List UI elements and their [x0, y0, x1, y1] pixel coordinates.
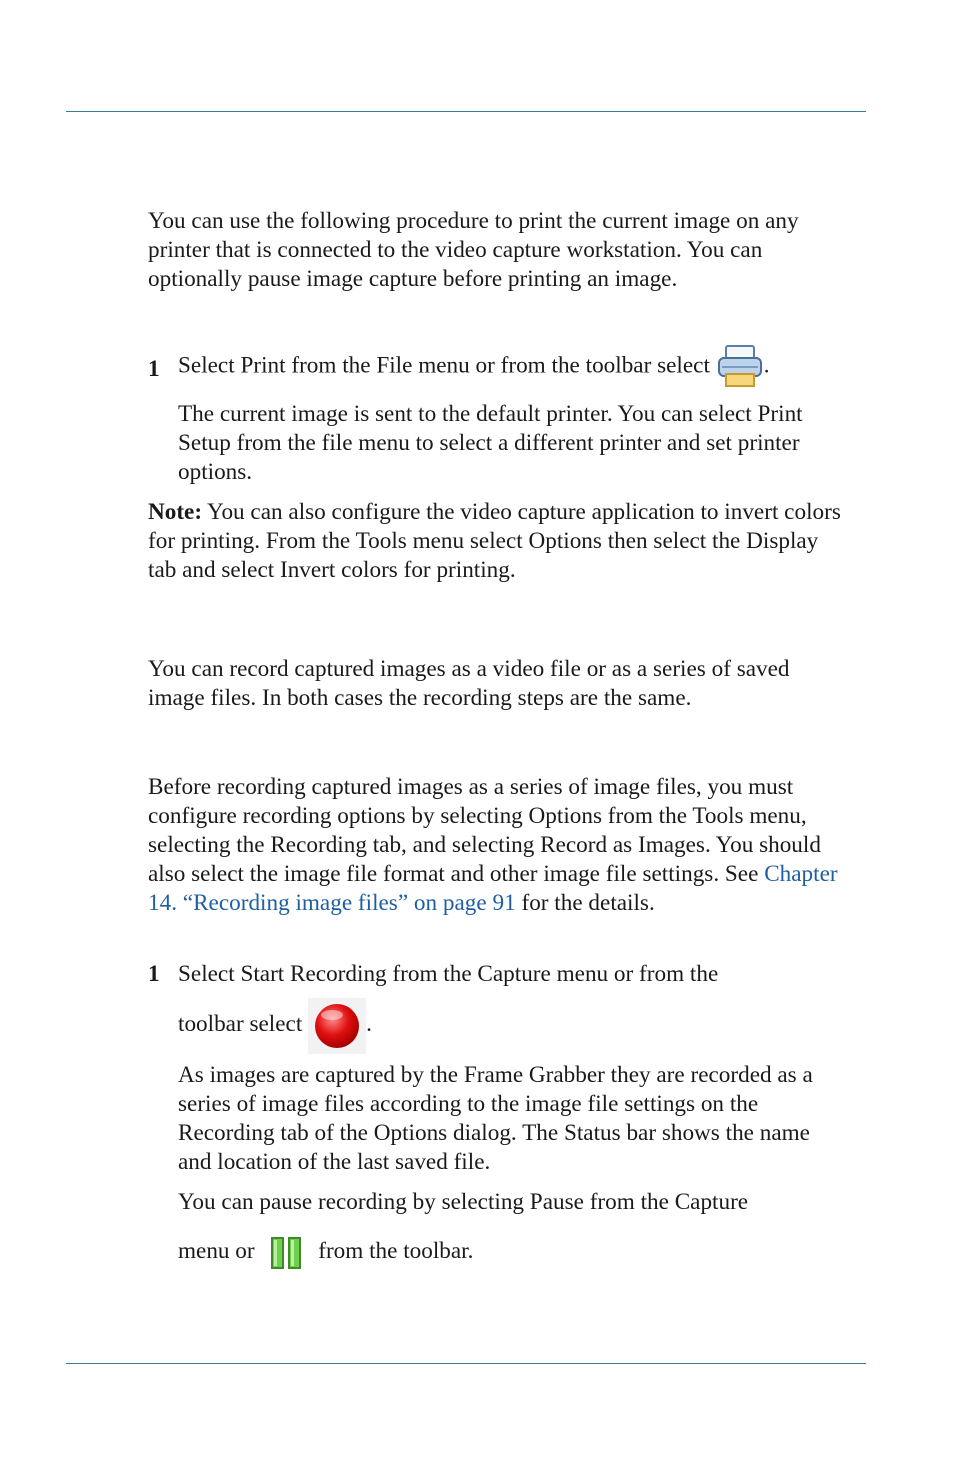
print-note: [148, 498, 848, 585]
pause-text-end: from the toolbar.: [318, 1238, 474, 1264]
print-step-number: 1: [148, 356, 160, 382]
footer-rule: [66, 1363, 866, 1364]
record-step-result: As images are captured by the Frame Grabber they are recorded as a series of image files according to the image file settings on the Recording tab of the Options dialog. The Status bar shows the name and location of the last saved file.: [178, 1062, 813, 1175]
printer-icon: [716, 344, 764, 390]
note-text: You can also configure the video capture application to invert colors for printing. From the Tools menu select Options then select the Display tab and select Invert colors for printing.: [148, 499, 841, 583]
pause-line-2: [178, 1226, 848, 1276]
record-step-text: toolbar select: [178, 1011, 303, 1037]
chapter-14-link[interactable]: Chapter 14. “Recording image files” on page 91: [148, 861, 838, 916]
record-step-line-2: [178, 996, 848, 1054]
record-images-intro-text: Before recording captured images as a series of image files, you must configure recording options by selecting Options from the Tools menu, selecting the Recording tab, and selecting Record as Images. You should also select the image file format and other image file settings. See: [148, 774, 821, 887]
record-step-number: 1: [148, 961, 160, 987]
print-step-end: .: [763, 352, 770, 379]
record-step-line-1: Select Start Recording from the Capture menu or from the: [178, 961, 719, 987]
record-images-intro-paragraph: [148, 773, 848, 918]
record-images-intro-tail: for the details.: [521, 890, 655, 916]
pause-text-start: menu or: [178, 1238, 255, 1264]
record-icon: [308, 998, 366, 1054]
print-intro-paragraph: You can use the following procedure to print the current image on any printer that is connected to the video capture workstation. You can optionally pause image capture before printing an image.: [148, 208, 799, 292]
print-step-1: [178, 344, 848, 390]
pause-icon: [268, 1236, 304, 1270]
note-label: Note:: [148, 499, 203, 525]
header-rule: [66, 111, 866, 112]
pause-line-1: You can pause recording by selecting Pause from the Capture: [178, 1189, 749, 1215]
print-step-result: The current image is sent to the default printer. You can select Print Setup from the file menu to select a different printer and set printer options.: [178, 401, 803, 485]
print-step-text: Select Print from the File menu or from the toolbar select: [178, 352, 710, 379]
record-step-end: .: [366, 1011, 372, 1037]
record-intro-paragraph: You can record captured images as a video file or as a series of saved image files. In both cases the recording steps are the same.: [148, 656, 790, 711]
